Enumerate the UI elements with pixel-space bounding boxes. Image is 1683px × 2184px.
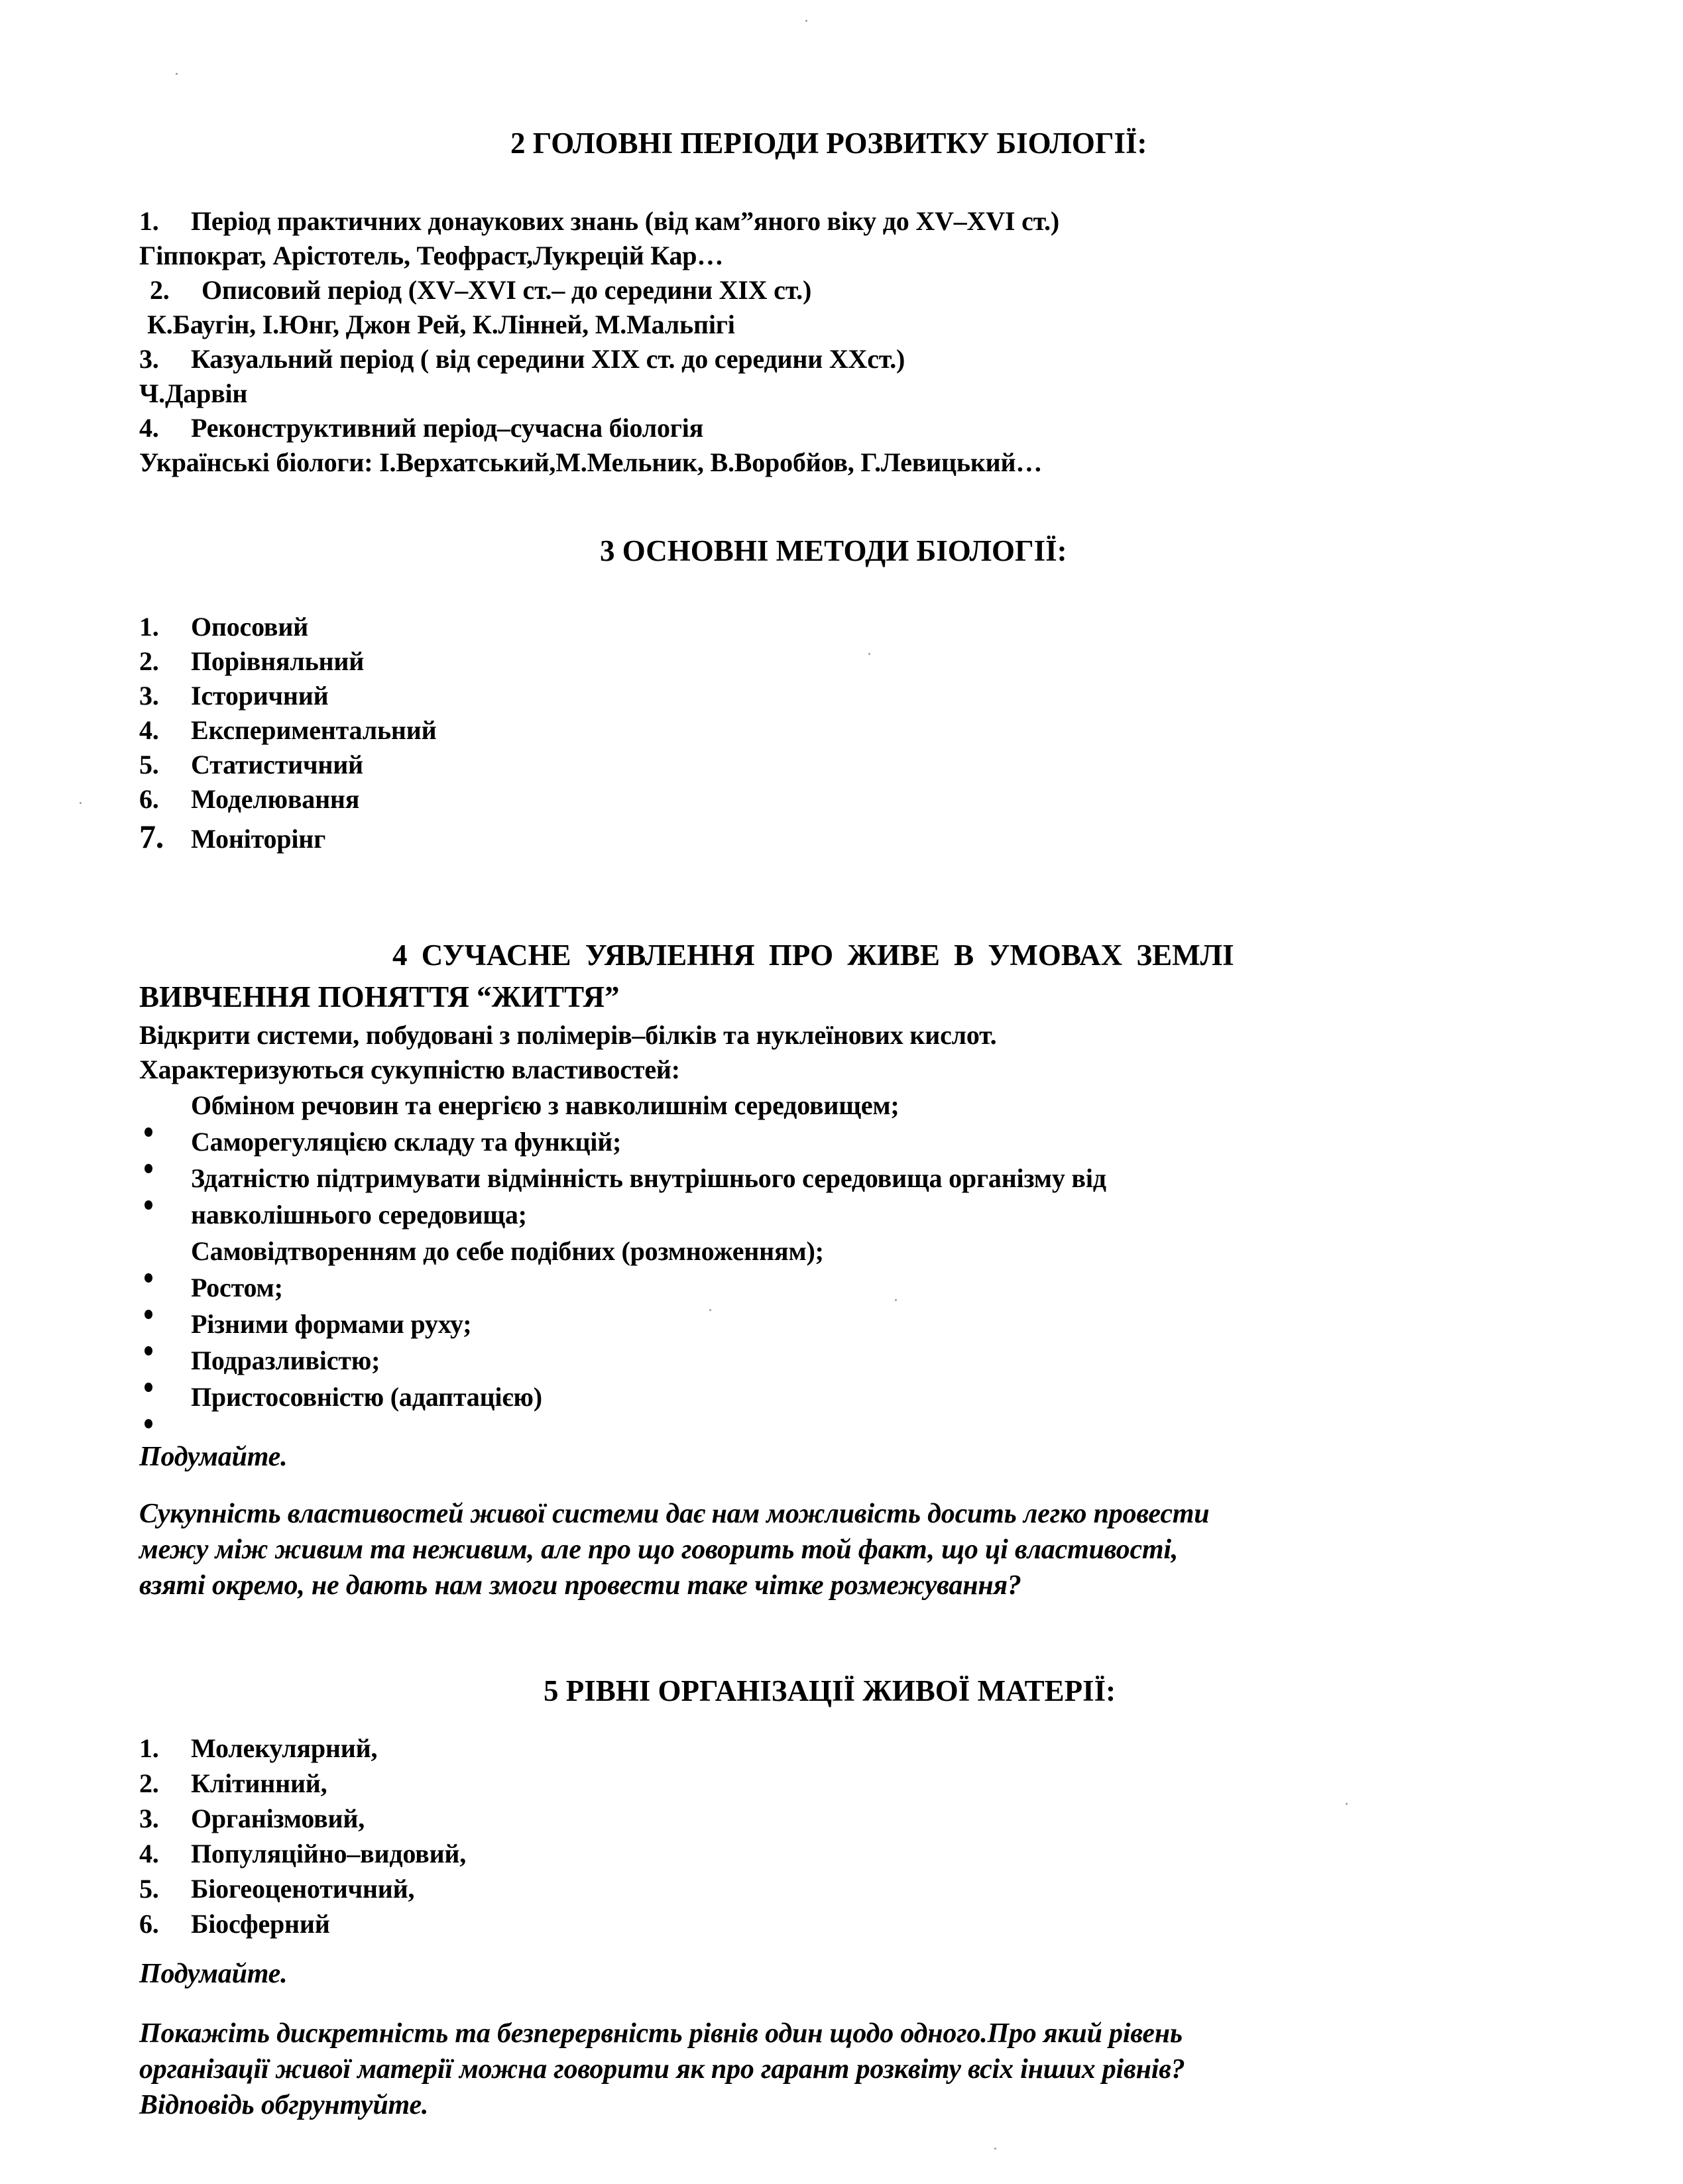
method-number: 3. (139, 681, 159, 711)
period-title: Описовий період (XV–XVI ст.– до середини XIX ст.) (202, 275, 812, 305)
method-label: Моделювання (191, 784, 360, 814)
level-item (139, 1907, 330, 1941)
period-number: 1. (139, 206, 159, 236)
property-label: Саморегуляцією складу та функцій; (191, 1127, 622, 1157)
level-number: 6. (139, 1909, 159, 1939)
property-label: Пристосовністю (адаптацією) (191, 1382, 542, 1412)
property-label: Подразливістю; (191, 1346, 380, 1375)
method-label: Порівняльний (191, 646, 365, 676)
scan-speck (994, 2148, 996, 2150)
scan-speck (805, 20, 807, 22)
think-label-2: Подумайте. (139, 1959, 288, 1989)
property-item (139, 1344, 380, 1378)
property-item (139, 1234, 824, 1269)
question-2-line-3: Відповідь обгрунтуйте. (139, 2090, 429, 2120)
method-item (139, 748, 363, 782)
level-item (139, 1872, 414, 1906)
period-title: Реконструктивний період–сучасна біологія (191, 413, 704, 443)
method-number: 4. (139, 715, 159, 745)
property-label: Обміном речовин та енергією з навколишнім середовищем; (191, 1090, 900, 1120)
level-number: 3. (139, 1804, 159, 1833)
level-label: Молекулярний, (191, 1733, 378, 1763)
period-4-people: Українські біологи: І.Верхатський,М.Мельник, В.Воробйов, Г.Левицький… (139, 447, 1043, 477)
period-3-people: Ч.Дарвін (139, 378, 248, 408)
method-item (139, 713, 436, 748)
section5-heading: 5 РІВНІ ОРГАНІЗАЦІЇ ЖИВОЇ МАТЕРІЇ: (544, 1674, 1116, 1707)
section3-heading: 3 ОСНОВНІ МЕТОДИ БІОЛОГІЇ: (600, 534, 1067, 567)
level-item (139, 1837, 466, 1871)
question-1-line-2: межу між живим та неживим, але про що говорить той факт, що ці властивості, (139, 1534, 1179, 1565)
question-2-line-1: Покажіть дискретність та безперервність рівнів один щодо одного.Про який рівень (139, 2018, 1183, 2049)
question-1-line-3: взяті окремо, не дають нам змоги провести таке чітке розмежування? (139, 1570, 1021, 1601)
level-label: Популяційно–видовий, (191, 1839, 467, 1868)
period-number: 4. (139, 413, 159, 443)
property-label: Здатністю підтримувати відмінність внутрішнього середовища організму від (191, 1163, 1106, 1193)
scan-speck (1346, 1803, 1348, 1805)
property-label: Самовідтворенням до себе подібних (розмноженням); (191, 1236, 824, 1266)
scan-speck (709, 1309, 711, 1311)
property-label: Ростом; (191, 1273, 283, 1302)
method-number: 2. (139, 646, 159, 676)
method-label: Опосовий (191, 612, 309, 642)
period-title: Казуальний період ( від середини XIX ст. до середини XXст.) (191, 344, 905, 374)
section4-intro-1: Відкрити системи, побудовані з полімерів–білків та нуклеїнових кислот. (139, 1020, 997, 1050)
section2-heading: 2 ГОЛОВНІ ПЕРІОДИ РОЗВИТКУ БІОЛОГІЇ: (510, 127, 1147, 160)
method-label: Експериментальний (191, 715, 437, 745)
period-1-people: Гіппократ, Арістотель, Теофраст,Лукрецій Кар… (139, 241, 724, 270)
scan-speck (176, 73, 178, 75)
scan-speck (895, 1299, 897, 1301)
property-item (139, 1380, 542, 1414)
level-label: Клітинний, (191, 1768, 327, 1798)
period-number: 2. (150, 275, 170, 305)
property-item-continuation: навколішнього середовища; (191, 1200, 527, 1230)
property-item (139, 1271, 283, 1305)
period-number: 3. (139, 344, 159, 374)
method-item (139, 679, 328, 713)
property-item (139, 1161, 1106, 1196)
level-item (139, 1766, 327, 1801)
section4-intro-2: Характеризуються сукупністю властивостей: (139, 1055, 680, 1084)
property-item (139, 1307, 471, 1342)
period-title: Період практичних донаукових знань (від кам”яного віку до XV–XVI ст.) (191, 206, 1060, 236)
period-3 (139, 342, 905, 376)
level-item (139, 1802, 365, 1836)
section4-heading-line1: 4 СУЧАСНЕ УЯВЛЕННЯ ПРО ЖИВЕ В УМОВАХ ЗЕМЛІ (392, 939, 1234, 972)
method-label: Моніторінг (191, 824, 326, 854)
section4-heading-line2: ВИВЧЕННЯ ПОНЯТТЯ “ЖИТТЯ” (139, 980, 620, 1013)
period-4 (139, 411, 703, 445)
level-number: 2. (139, 1768, 159, 1798)
method-label: Статистичний (191, 750, 363, 779)
level-number: 4. (139, 1839, 159, 1868)
question-2-line-2: організації живої матерії можна говорити як про гарант розквіту всіх інших рівнів? (139, 2054, 1185, 2085)
level-item (139, 1731, 377, 1766)
level-label: Біогеоценотичний, (191, 1874, 415, 1904)
method-item (139, 610, 308, 644)
think-label-1: Подумайте. (139, 1442, 288, 1472)
property-item (139, 1125, 621, 1159)
scan-speck (80, 802, 82, 804)
level-number: 5. (139, 1874, 159, 1904)
level-label: Організмовий, (191, 1804, 365, 1833)
method-number: 1. (139, 612, 159, 642)
method-number: 6. (139, 784, 159, 814)
method-item (139, 782, 359, 817)
method-number: 7. (139, 818, 164, 855)
scan-speck (868, 653, 870, 655)
method-item (139, 644, 364, 679)
level-label: Біосферний (191, 1909, 330, 1939)
level-number: 1. (139, 1733, 159, 1763)
period-2-people: К.Баугін, І.Юнг, Джон Рей, К.Лінней, М.Мальпігі (147, 310, 735, 339)
method-label: Історичний (191, 681, 329, 711)
period-1 (139, 204, 1059, 239)
property-label: Різними формами руху; (191, 1309, 472, 1339)
question-1-line-1: Сукупність властивостей живої системи дає нам можливість досить легко провести (139, 1499, 1210, 1529)
property-item (139, 1088, 900, 1123)
method-number: 5. (139, 750, 159, 779)
period-2 (150, 273, 811, 308)
method-item (139, 819, 325, 856)
